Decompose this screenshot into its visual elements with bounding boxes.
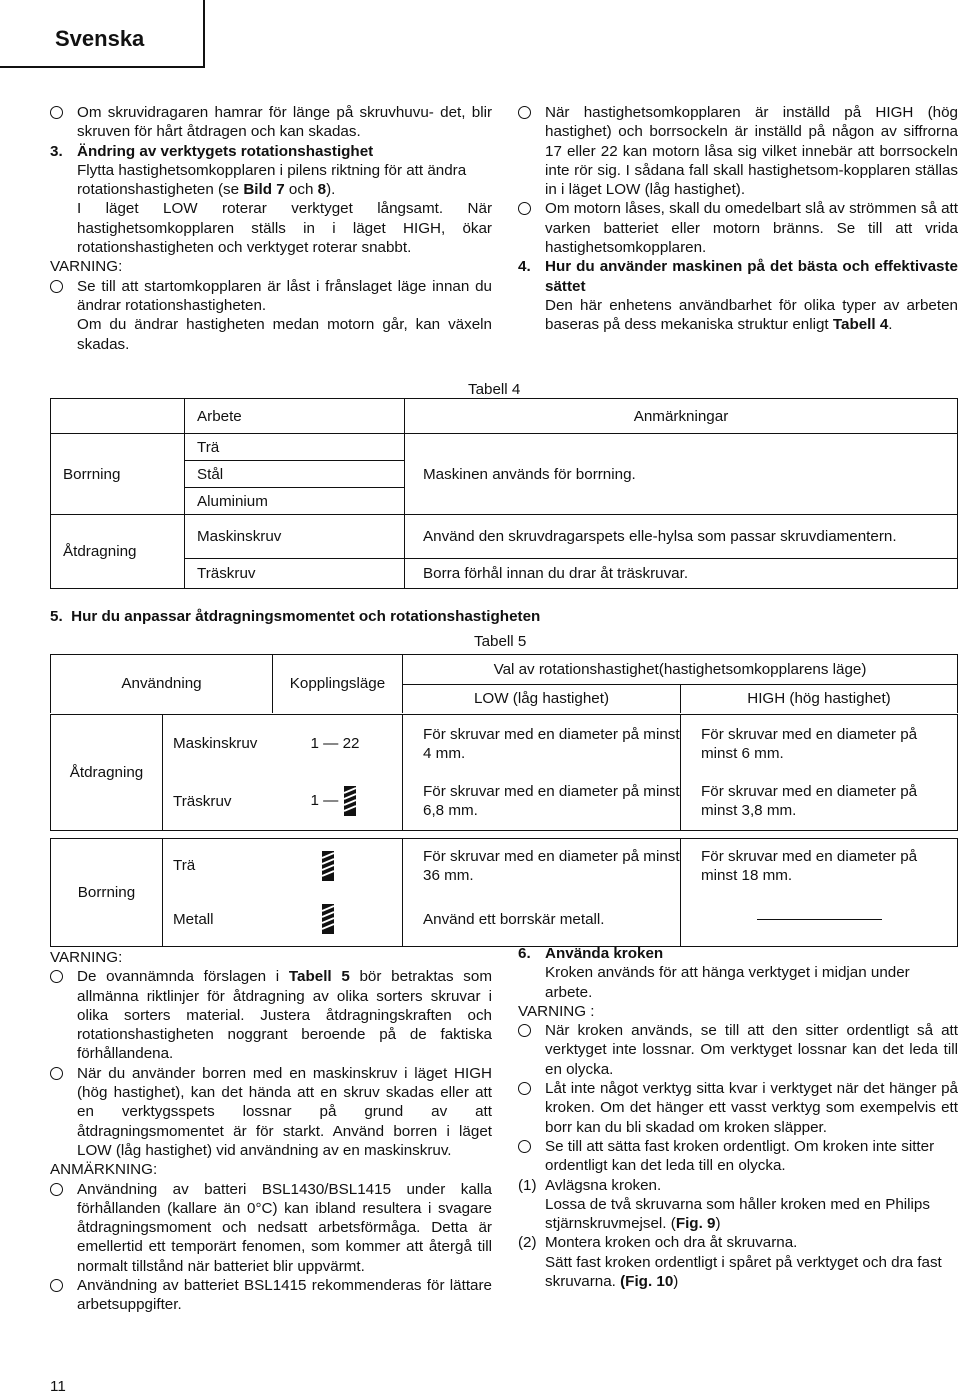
table5-cell: Använd ett borrskär metall.: [403, 893, 681, 947]
table5-row-borrning: Borrning: [51, 839, 163, 947]
right-bottom-column: [518, 944, 958, 1291]
table5-cell: [293, 839, 403, 893]
bullet-item: Användning av batteri BSL1430/BSL1415 under kalla förhållanden (kallare än 0°C) kan ibland resultera i svagare åtdragningsmoment och nedsatt arbetsförmåga. Detta är emellertid ett temporärt fenomen, som kommer att återgå till normalt tillstånd när batteriet blir uppvärmt.: [50, 1180, 492, 1276]
table5-cell: Trä: [163, 839, 293, 893]
bullet-circle-icon: [50, 106, 63, 119]
warning-continuation: Om du ändrar hastigheten medan motorn går, kan växeln skadas.: [77, 316, 492, 353]
section-6: 6. Använda kroken Kroken används för att hänga verktyget i midjan under arbete.: [518, 944, 958, 1002]
bullet-item: När kroken används, se till att den sitter ordentligt så att verktyget inte lossnar. Om verktyget lossnar kan det leda till en olycka.: [518, 1021, 958, 1079]
table5-cell: [293, 893, 403, 947]
bullet-circle-icon: [518, 202, 531, 215]
table5-cell: För skruvar med en diameter på minst 18 mm.: [681, 839, 958, 893]
right-top-column: [518, 103, 958, 335]
bullet-item: När hastighetsomkopplaren är inställd på HIGH (hög hastighet) och borrsockeln är inställd på någon av siffrorna 17 eller 22 kan motorn låsa sig vilket innebär att borrsockeln inte rör sig. I sådana fall skall hastighetsom-kopplaren ställas in i läget LOW (låg hastighet).: [518, 103, 958, 199]
bullet-circle-icon: [50, 970, 63, 983]
table4-cell: Maskinskruv: [185, 515, 405, 559]
table4-header-arbete: Arbete: [185, 399, 405, 434]
table5-cell: Metall: [163, 893, 293, 947]
table4-caption: Tabell 4: [468, 381, 521, 398]
section-3-body: Flytta hastighetsomkopplaren i pilens riktning för att ändra rotationshastigheten (se Bild 7 och 8).: [77, 161, 467, 199]
bullet-item: De ovannämnda förslagen i Tabell 5 bör betraktas som allmänna riktlinjer för åtdragning av olika sorters skruvar i olika sorters material. Justera åtdragningskraften och rotationshastigheten noggrant beroende på de faktiska förhållandena.: [50, 967, 492, 1063]
section-6-title: Använda kroken: [545, 945, 664, 962]
table5-header-high: HIGH (hög hastighet): [681, 685, 958, 713]
bullet-item: Se till att startomkopplaren är låst i frånslaget läge innan du ändrar rotationshastigheten.: [50, 277, 492, 316]
section-3-title: Ändring av verktygets rotationshastighet: [77, 142, 374, 160]
not-applicable-dash: [757, 919, 882, 921]
table4-cell: Träskruv: [185, 559, 405, 589]
bullet-item: Om skruvidragaren hamrar för länge på skruvhuvu- det, blir skruven för hårt åtdragen och kan skadas.: [50, 103, 492, 142]
table4-cell: Maskinen används för borrning.: [405, 434, 958, 515]
bullet-circle-icon: [50, 280, 63, 293]
bullet-circle-icon: [50, 1183, 63, 1196]
table5-header-kopplingslage: Kopplingsläge: [273, 655, 403, 713]
warning-label: VARNING:: [50, 949, 123, 966]
bullet-circle-icon: [518, 106, 531, 119]
section-3-body2: I läget LOW roterar verktyget långsamt. När hastighetsomkopplaren ställs in i läget HIGH, ökar rotationshastigheten och verktyget roterar snabbt.: [77, 200, 492, 257]
table5-cell: För skruvar med en diameter på minst 6 mm.: [681, 715, 958, 773]
table4-cell: Använd den skruvdragarspets elle-hylsa som passar skruvdiamentern.: [405, 515, 958, 559]
drill-mode-icon: [321, 850, 335, 882]
step-2: (2) Montera kroken och dra åt skruvarna. Sätt fast kroken ordentligt i spåret på verktyget och dra fast skruvarna. (Fig. 10): [518, 1234, 942, 1291]
table4: [50, 398, 958, 589]
step-1: (1) Avlägsna kroken. Lossa de två skruvarna som håller kroken med en Philips stjärnskruvmejsel. (Fig. 9): [518, 1176, 930, 1233]
table5-cell: Maskinskruv: [163, 715, 293, 773]
table5-cell: Träskruv: [163, 773, 293, 831]
warning-label: VARNING :: [518, 1002, 595, 1020]
drill-mode-icon: [321, 903, 335, 935]
table5-cell: 1 —: [293, 773, 403, 831]
bullet-circle-icon: [518, 1082, 531, 1095]
drill-mode-icon: [343, 785, 357, 817]
table4-header-anmarkningar: Anmärkningar: [405, 399, 958, 434]
table5-cell: För skruvar med en diameter på minst 4 mm.: [403, 715, 681, 773]
left-top-column: [50, 103, 492, 354]
bullet-circle-icon: [518, 1140, 531, 1153]
table4-cell: Trä: [185, 434, 405, 461]
table5-header-val: Val av rotationshastighet(hastighetsomkopplarens läge): [403, 655, 958, 685]
bullet-item: När du använder borren med en maskinskruv i läget HIGH (hög hastighet), kan det hända att en skruv skadas eller att en verktygsspets lossnar på grund av att åtdragningsmomentet är för starkt. Använd borren i läget LOW (låg hastighet) vid användning av en maskinskruv.: [50, 1064, 492, 1160]
bullet-circle-icon: [518, 1024, 531, 1037]
language-header: Svenska: [55, 26, 145, 51]
table5-row-atdragning: Åtdragning: [51, 715, 163, 831]
section-5-title: 5. Hur du anpassar åtdragningsmomentet och rotationshastigheten: [50, 608, 541, 625]
table5-cell-dash: [681, 893, 958, 947]
section-3: 3. Ändring av verktygets rotationshastighet Flytta hastighetsomkopplaren i pilens riktning för att ändra rotationshastigheten (se Bild 7 och 8). I läget LOW roterar verktyget långsamt. När hastighetsomkopplaren ställs in i läget HIGH, ökar rotationshastigheten och verktyget roterar snabbt.: [50, 142, 492, 257]
section-4-body: Den här enhetens användbarhet för olika typer av arbeten baseras på dess mekaniska struktur enligt Tabell 4.: [545, 296, 958, 334]
table5-header-anvandning: Användning: [51, 655, 273, 713]
section-4-title: Hur du använder maskinen på det bästa och effektivaste sättet: [545, 258, 958, 295]
bullet-item: Om motorn låses, skall du omedelbart slå av strömmen så att varken batteriet eller motorn bränns. Se till att vrida hastighetsomkopplaren.: [518, 199, 958, 257]
table5-cell: För skruvar med en diameter på minst 6,8 mm.: [403, 773, 681, 831]
table5-header-low: LOW (låg hastighet): [403, 685, 681, 713]
bullet-circle-icon: [50, 1067, 63, 1080]
section-6-body: Kroken används för att hänga verktyget i midjan under arbete.: [545, 964, 910, 1001]
table4-row-borrning: Borrning: [51, 434, 185, 515]
table5-caption: Tabell 5: [474, 633, 527, 650]
table4-row-atdragning: Åtdragning: [51, 515, 185, 589]
page-number: 11: [50, 1378, 66, 1395]
section-4: 4. Hur du använder maskinen på det bästa och effektivaste sättet Den här enhetens användbarhet för olika typer av arbeten baseras på dess mekaniska struktur enligt Tabell 4.: [518, 258, 958, 334]
table5: [50, 654, 958, 713]
left-bottom-column: [50, 948, 492, 1315]
bullet-item: Låt inte något verktyg sitta kvar i verktyget när det hänger på kroken. Om det hänger ett vasst verktyg som exempelvis ett borr kan du bli skadad om kroken släpper.: [518, 1079, 958, 1137]
table5-cell: För skruvar med en diameter på minst 36 mm.: [403, 839, 681, 893]
table4-cell: Stål: [185, 461, 405, 488]
bullet-item: Användning av batteriet BSL1415 rekommenderas för lättare arbetsuppgifter.: [50, 1276, 492, 1315]
table5-cell: För skruvar med en diameter på minst 3,8 mm.: [681, 773, 958, 831]
warning-label: VARNING:: [50, 258, 123, 276]
note-label: ANMÄRKNING:: [50, 1161, 158, 1179]
bullet-item: Se till att sätta fast kroken ordentligt. Om kroken inte sitter ordentligt kan det leda till en olycka.: [518, 1137, 958, 1176]
table5-cell: 1 — 22: [293, 715, 403, 773]
table5-body: [50, 714, 958, 947]
table4-cell: Borra förhål innan du drar åt träskruvar.: [405, 559, 958, 589]
table4-cell: Aluminium: [185, 488, 405, 515]
bullet-circle-icon: [50, 1279, 63, 1292]
